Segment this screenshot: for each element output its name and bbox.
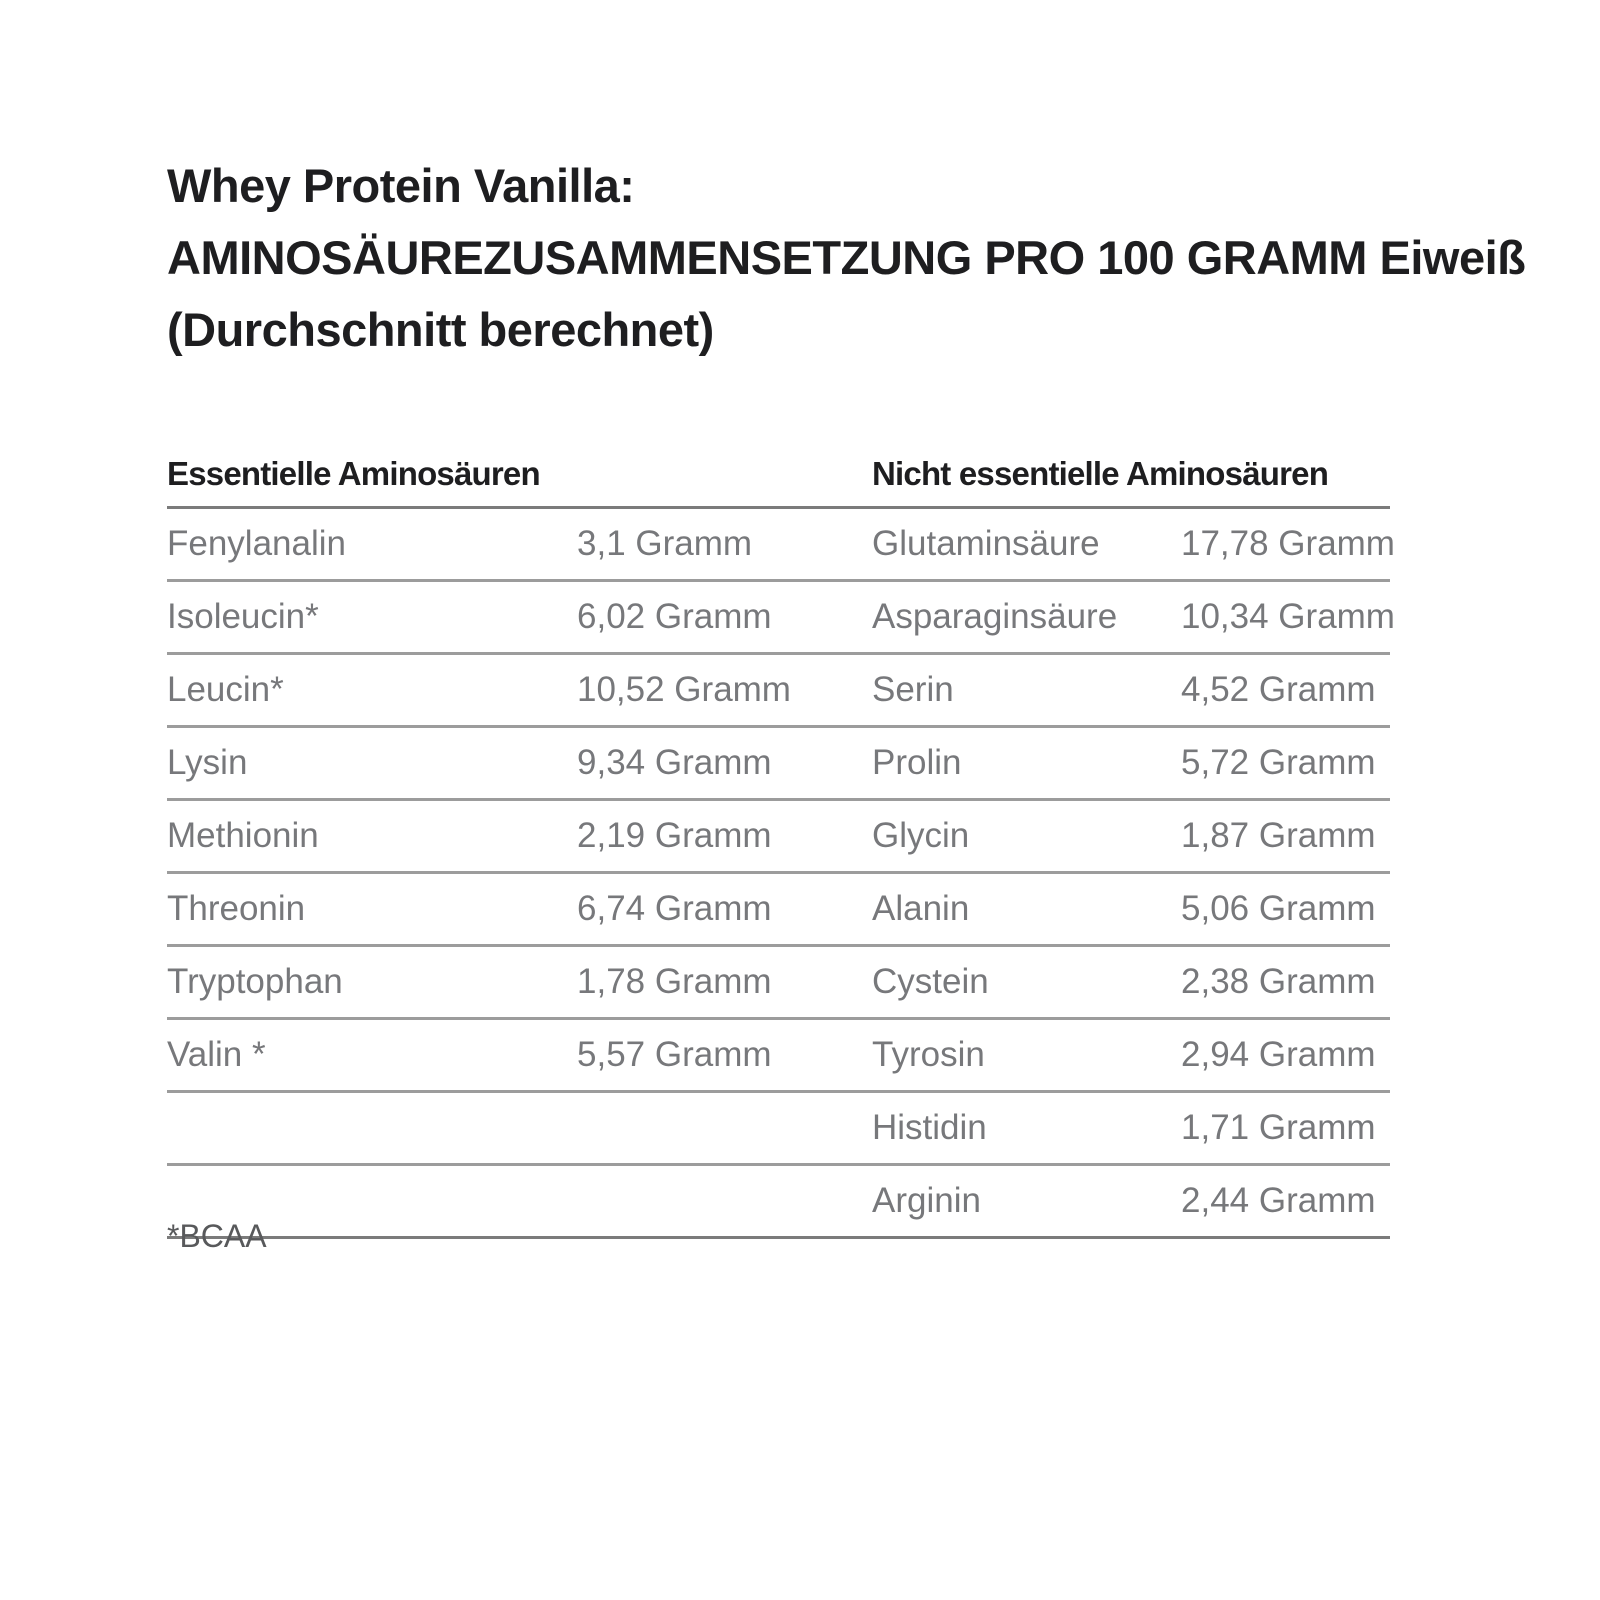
non-essential-amino-value: 5,72 Gramm bbox=[1181, 743, 1376, 782]
essential-amino-name: Methionin bbox=[167, 816, 319, 855]
essential-aminos-header: Essentielle Aminosäuren bbox=[167, 455, 540, 492]
essential-amino-name: Leucin* bbox=[167, 670, 284, 709]
table-row bbox=[167, 874, 1390, 947]
table-header-row bbox=[167, 442, 1390, 509]
table-row bbox=[167, 801, 1390, 874]
table-row bbox=[167, 1166, 1390, 1239]
title-line-1: Whey Protein Vanilla: bbox=[167, 159, 635, 212]
table-row bbox=[167, 655, 1390, 728]
non-essential-amino-value: 10,34 Gramm bbox=[1181, 597, 1395, 636]
essential-amino-value: 6,74 Gramm bbox=[577, 889, 772, 928]
non-essential-amino-name: Cystein bbox=[872, 962, 989, 1001]
non-essential-amino-value: 17,78 Gramm bbox=[1181, 524, 1395, 563]
essential-amino-name: Isoleucin* bbox=[167, 597, 319, 636]
table-row bbox=[167, 947, 1390, 1020]
non-essential-amino-name: Alanin bbox=[872, 889, 970, 928]
essential-amino-name: Fenylanalin bbox=[167, 524, 346, 563]
non-essential-amino-name: Asparaginsäure bbox=[872, 597, 1118, 636]
non-essential-aminos-header: Nicht essentielle Aminosäuren bbox=[872, 455, 1329, 492]
non-essential-amino-name: Tyrosin bbox=[872, 1035, 985, 1074]
table-body bbox=[167, 509, 1395, 1239]
non-essential-amino-name: Glutaminsäure bbox=[872, 524, 1100, 563]
non-essential-amino-value: 5,06 Gramm bbox=[1181, 889, 1376, 928]
essential-amino-name: Tryptophan bbox=[167, 962, 343, 1001]
essential-amino-value: 5,57 Gramm bbox=[577, 1035, 772, 1074]
table-row bbox=[167, 582, 1395, 655]
non-essential-amino-value: 2,94 Gramm bbox=[1181, 1035, 1376, 1074]
non-essential-amino-value: 1,87 Gramm bbox=[1181, 816, 1376, 855]
essential-amino-name: Valin * bbox=[167, 1035, 266, 1074]
page-title bbox=[167, 150, 1525, 366]
essential-amino-value: 6,02 Gramm bbox=[577, 597, 772, 636]
non-essential-amino-value: 2,44 Gramm bbox=[1181, 1181, 1376, 1220]
title-line-2: AMINOSÄUREZUSAMMENSETZUNG PRO 100 GRAMM Eiweiß bbox=[167, 231, 1526, 284]
table-row bbox=[167, 509, 1395, 582]
essential-amino-value: 1,78 Gramm bbox=[577, 962, 772, 1001]
non-essential-amino-name: Glycin bbox=[872, 816, 970, 855]
essential-amino-value: 9,34 Gramm bbox=[577, 743, 772, 782]
non-essential-amino-name: Prolin bbox=[872, 743, 962, 782]
essential-amino-value: 10,52 Gramm bbox=[577, 670, 791, 709]
non-essential-amino-value: 2,38 Gramm bbox=[1181, 962, 1376, 1001]
non-essential-amino-value: 1,71 Gramm bbox=[1181, 1108, 1376, 1147]
non-essential-amino-name: Arginin bbox=[872, 1181, 981, 1220]
table-row bbox=[167, 1093, 1390, 1166]
essential-amino-value: 3,1 Gramm bbox=[577, 524, 753, 563]
title-line-3: (Durchschnitt berechnet) bbox=[167, 303, 714, 356]
table-row bbox=[167, 1020, 1390, 1093]
non-essential-amino-name: Serin bbox=[872, 670, 954, 709]
non-essential-amino-value: 4,52 Gramm bbox=[1181, 670, 1376, 709]
non-essential-amino-name: Histidin bbox=[872, 1108, 987, 1147]
bcaa-footnote: *BCAA bbox=[167, 1218, 267, 1254]
amino-acid-table bbox=[167, 442, 1395, 1239]
essential-amino-value: 2,19 Gramm bbox=[577, 816, 772, 855]
table-row bbox=[167, 728, 1390, 801]
essential-amino-name: Threonin bbox=[167, 889, 306, 928]
essential-amino-name: Lysin bbox=[167, 743, 248, 782]
